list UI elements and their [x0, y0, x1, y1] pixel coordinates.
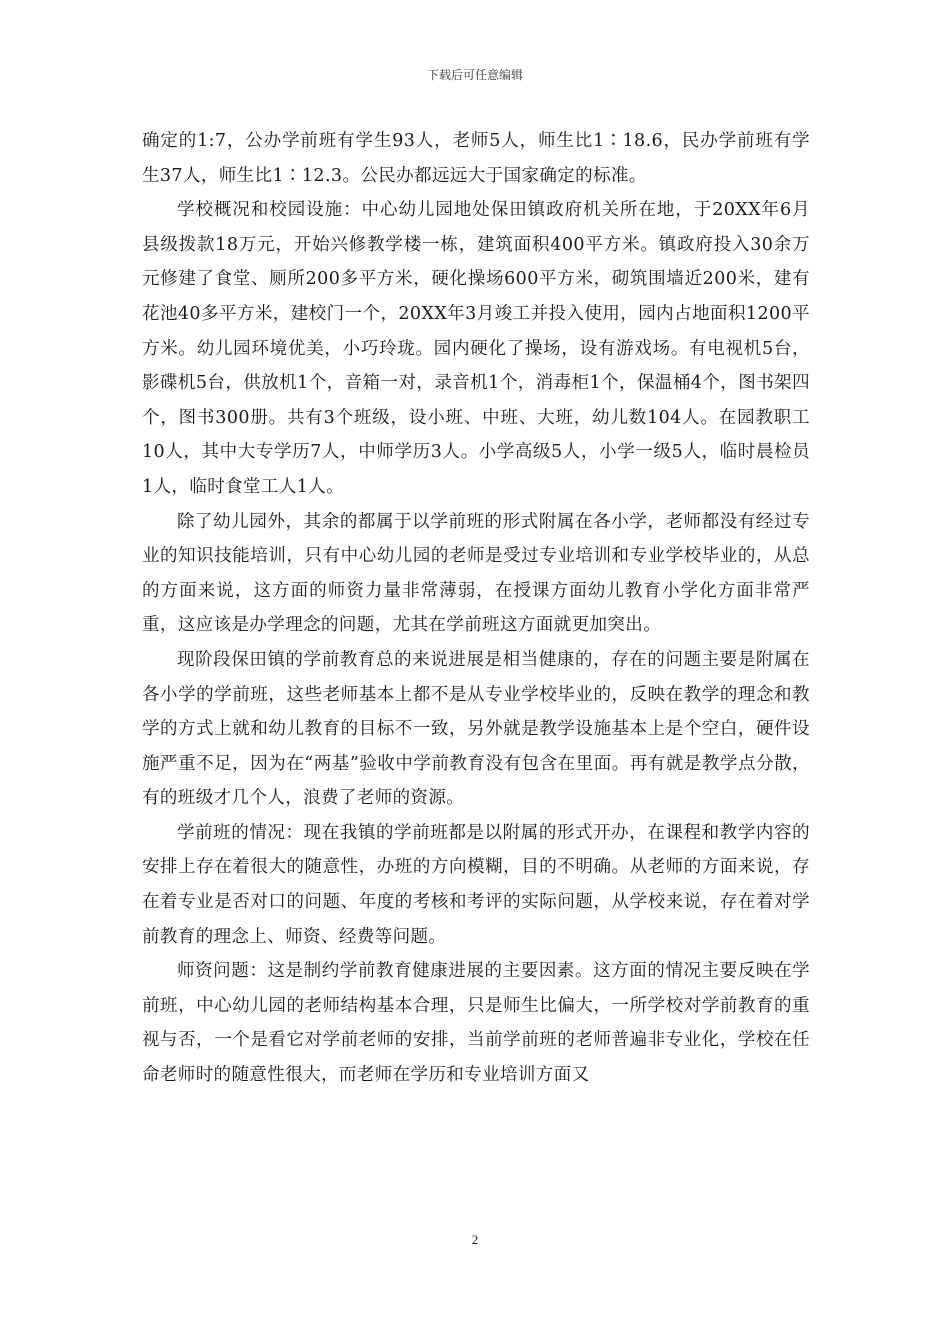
- page-header: 下载后可任意编辑: [426, 68, 523, 82]
- document-body: [142, 124, 810, 1093]
- paragraph-preschool-class: 学前班的情况：现在我镇的学前班都是以附属的形式开办，在课程和教学内容的安排上存在着很大的随意性，办班的方向模糊，目的不明确。从老师的方面来说，存在着专业是否对口的问题、年度的考核和考评的实际问题，从学校来说，存在着对学前教育的理念上、师资、经费等问题。: [142, 822, 810, 947]
- paragraph-continuation: 确定的1:7，公办学前班有学生93人，老师5人，师生比1∶18.6，民办学前班有学生37人，师生比1∶12.3。公民办都远远大于国家确定的标准。: [142, 131, 810, 186]
- paragraph-kindergarten-teachers: 除了幼儿园外，其余的都属于以学前班的形式附属在各小学，老师都没有经过专业的知识技能培训，只有中心幼儿园的老师是受过专业培训和专业学校毕业的，从总的方面来说，这方面的师资力量非常薄弱，在授课方面幼儿教育小学化方面非常严重，这应该是办学理念的问题，尤其在学前班这方面就更加突出。: [142, 511, 810, 636]
- paragraph-teacher-issues: 师资问题：这是制约学前教育健康进展的主要因素。这方面的情况主要反映在学前班，中心幼儿园的老师结构基本合理，只是师生比偏大，一所学校对学前教育的重视与否，一个是看它对学前老师的安排，当前学前班的老师普遍非专业化，学校在任命老师时的随意性很大，而老师在学历和专业培训方面又: [142, 961, 810, 1086]
- paragraph-school-overview: 学校概况和校园设施：中心幼儿园地处保田镇政府机关所在地，于20XX年6月县级拨款18万元，开始兴修教学楼一栋，建筑面积400平方米。镇政府投入30余万元修建了食堂、厕所200多平方米，硬化操场600平方米，砌筑围墙近200米，建有花池40多平方米，建校门一个，20XX年3月竣工并投入使用，园内占地面积1200平方米。幼儿园环境优美，小巧玲珑。园内硬化了操场，设有游戏场。有电视机5台，影碟机5台，供放机1个，音箱一对，录音机1个，消毒柜1个，保温桶4个，图书架四个，图书300册。共有3个班级，设小班、中班、大班，幼儿数104人。在园教职工10人，其中大专学历7人，中师学历3人。小学高级5人，小学一级5人，临时晨检员1人，临时食堂工人1人。: [142, 200, 810, 497]
- paragraph-current-status: 现阶段保田镇的学前教育总的来说进展是相当健康的，存在的问题主要是附属在各小学的学前班，这些老师基本上都不是从专业学校毕业的，反映在教学的理念和教学的方式上就和幼儿教育的目标不一致，另外就是教学设施基本上是个空白，硬件设施严重不足，因为在“两基”验收中学前教育没有包含在里面。再有就是教学点分散，有的班级才几个人，浪费了老师的资源。: [142, 649, 810, 809]
- page-number: 2: [471, 1232, 479, 1247]
